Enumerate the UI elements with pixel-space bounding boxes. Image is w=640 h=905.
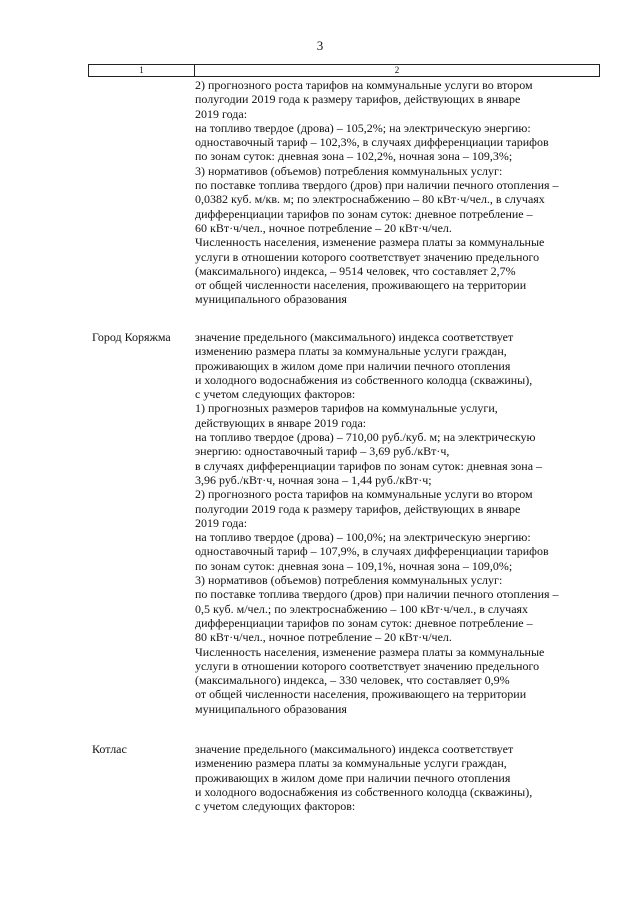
text-line: одноставочный тариф – 107,9%, в случаях дифференциации тарифов: [195, 544, 549, 559]
text-line: Численность населения, изменение размера платы за коммунальные: [195, 644, 545, 659]
text-line: услуги в отношении которого соответствует значению предельного: [195, 249, 540, 264]
text-line: 0,0382 куб. м/кв. м; по электроснабжению – 80 кВт·ч/чел., в случаях: [195, 192, 545, 207]
text-line: дифференциации тарифов по зонам суток: дневное потребление –: [195, 206, 533, 221]
column-number-1: 1: [89, 65, 195, 76]
text-line: и холодного водоснабжения из собственного колодца (скважины),: [195, 784, 533, 799]
text-line: 3,96 руб./кВт·ч, ночная зона – 1,44 руб./кВт·ч;: [195, 472, 432, 487]
text-line: энергию: одноставочный тариф – 3,69 руб./кВт·ч,: [195, 444, 450, 459]
text-line: 1) прогнозных размеров тарифов на коммунальные услуги,: [195, 401, 498, 416]
municipality-name: Город Коряжма: [92, 330, 171, 344]
text-line: проживающих в жилом доме при наличии печного отопления: [195, 770, 511, 785]
text-line: по поставке топлива твердого (дров) при наличии печного отопления –: [195, 178, 559, 193]
text-line: на топливо твердое (дрова) – 710,00 руб./куб. м; на электрическую: [195, 430, 536, 445]
text-line: проживающих в жилом доме при наличии печного отопления: [195, 358, 511, 373]
text-line: 2) прогнозного роста тарифов на коммунальные услуги во втором: [195, 78, 533, 92]
table-column-header: [88, 64, 600, 77]
text-line: 60 кВт·ч/чел., ночное потребление – 20 кВт·ч/чел.: [195, 220, 452, 235]
text-line: полугодии 2019 года к размеру тарифов, действующих в январе: [195, 92, 521, 107]
text-line: 2) прогнозного роста тарифов на коммунальные услуги во втором: [195, 487, 533, 502]
text-line: значение предельного (максимального) индекса соответствует: [195, 742, 514, 756]
text-line: от общей численности населения, проживающего на территории: [195, 687, 527, 702]
text-line: дифференциации тарифов по зонам суток: дневное потребление –: [195, 615, 533, 630]
text-line: 3) нормативов (объемов) потребления коммунальных услуг:: [195, 163, 503, 178]
text-line: 80 кВт·ч/чел., ночное потребление – 20 кВт·ч/чел.: [195, 630, 452, 645]
text-line: услуги в отношении которого соответствует значению предельного: [195, 658, 540, 673]
row-description: [195, 330, 600, 716]
text-line: муниципального образования: [195, 701, 347, 716]
text-line: в случаях дифференциации тарифов по зонам суток: дневная зона –: [195, 458, 543, 473]
text-line: одноставочный тариф – 102,3%, в случаях дифференциации тарифов: [195, 135, 549, 150]
text-line: с учетом следующих факторов:: [195, 799, 356, 814]
text-line: действующих в январе 2019 года:: [195, 415, 367, 430]
text-line: полугодии 2019 года к размеру тарифов, действующих в январе: [195, 501, 521, 516]
text-line: (максимального) индекса, – 330 человек, что составляет 0,9%: [195, 673, 510, 688]
text-line: на топливо твердое (дрова) – 100,0%; на электрическую энергию:: [195, 530, 531, 545]
text-line: по зонам суток: дневная зона – 109,1%, ночная зона – 109,0%;: [195, 558, 513, 573]
text-line: по поставке топлива твердого (дров) при наличии печного отопления –: [195, 587, 559, 602]
text-line: (максимального) индекса, – 9514 человек, что составляет 2,7%: [195, 263, 516, 278]
text-line: 3) нормативов (объемов) потребления коммунальных услуг:: [195, 573, 503, 588]
row-description: [195, 742, 600, 813]
text-line: и холодного водоснабжения из собственного колодца (скважины),: [195, 372, 533, 387]
text-line: Численность населения, изменение размера платы за коммунальные: [195, 235, 545, 250]
municipality-name: Котлас: [92, 742, 127, 756]
text-line: изменению размера платы за коммунальные услуги граждан,: [195, 344, 507, 359]
text-line: от общей численности населения, проживающего на территории: [195, 278, 527, 293]
text-line: по зонам суток: дневная зона – 102,2%, ночная зона – 109,3%;: [195, 149, 513, 164]
text-line: на топливо твердое (дрова) – 105,2%; на электрическую энергию:: [195, 120, 531, 135]
row-description: [195, 78, 600, 307]
text-line: изменению размера платы за коммунальные услуги граждан,: [195, 756, 507, 771]
text-line: 0,5 куб. м/чел.; по электроснабжению – 100 кВт·ч/чел., в случаях: [195, 601, 529, 616]
text-line: 2019 года:: [195, 106, 248, 121]
page-number: 3: [316, 38, 324, 53]
text-line: 2019 года:: [195, 515, 248, 530]
text-line: значение предельного (максимального) индекса соответствует: [195, 330, 514, 344]
text-line: с учетом следующих факторов:: [195, 387, 356, 402]
text-line: муниципального образования: [195, 292, 347, 307]
column-number-2: 2: [394, 65, 400, 75]
